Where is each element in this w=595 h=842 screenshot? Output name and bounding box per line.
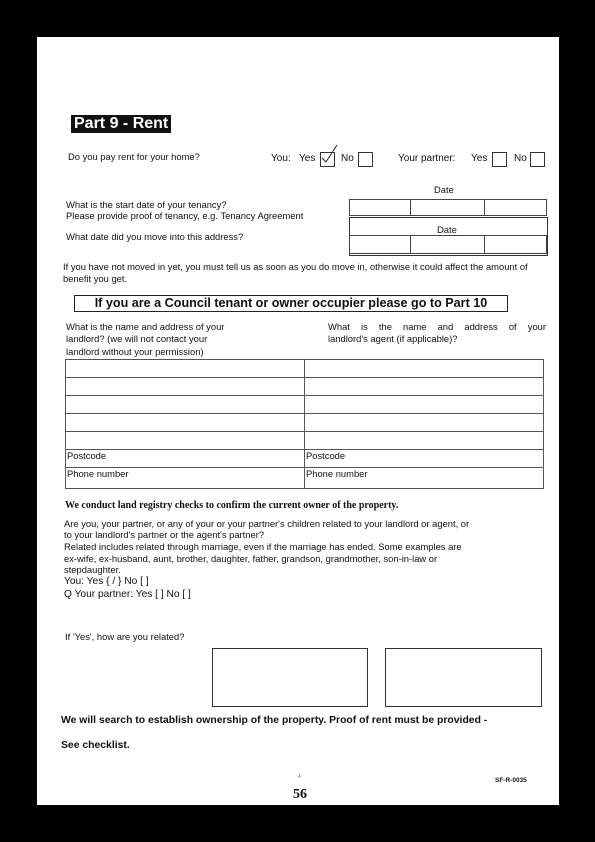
agent-line-1[interactable] [305, 360, 544, 378]
related-you-answer[interactable]: You: Yes { / } No [ ] [64, 576, 149, 587]
tenancy-proof-note: Please provide proof of tenancy, e.g. Tenancy Agreement [66, 210, 304, 221]
table-row [66, 414, 544, 432]
landlord-line-2[interactable] [66, 378, 305, 396]
start-date-boxes[interactable] [349, 199, 547, 216]
table-row [66, 432, 544, 450]
landlord-question-line3: landlord without your permission) [66, 346, 204, 357]
page-number: 56 [293, 787, 307, 802]
form-page [37, 37, 559, 805]
pay-rent-question: Do you pay rent for your home? [68, 151, 200, 162]
not-moved-note: If you have not moved in yet, you must tell us as soon as you do move in, otherwise it could affect the amount of benefit you get. [63, 261, 528, 284]
landlord-line-4[interactable] [66, 414, 305, 432]
how-related-you-box[interactable] [212, 648, 368, 707]
related-examples-line3: stepdaughter. [64, 564, 121, 575]
see-checklist-note: See checklist. [61, 740, 130, 751]
table-row [66, 360, 544, 378]
partner-no-checkbox[interactable] [530, 152, 545, 167]
landlord-question-line1: What is the name and address of your [66, 321, 225, 332]
agent-question-line2: landlord's agent (if applicable)? [328, 333, 458, 344]
partner-label: Your partner: [398, 153, 456, 164]
landlord-line-3[interactable] [66, 396, 305, 414]
related-examples-line2: ex-wife, ex-husband, aunt, brother, daughter, father, grandson, grandmother, son-in-law or [64, 553, 438, 564]
agent-phone[interactable]: Phone number [305, 468, 544, 489]
moved-date-boxes[interactable] [349, 235, 547, 254]
you-label: You: [271, 153, 291, 164]
date-label-start: Date [434, 184, 454, 195]
agent-line-5[interactable] [305, 432, 544, 450]
land-registry-note: We conduct land registry checks to confirm the current owner of the property. [65, 500, 399, 511]
landlord-line-5[interactable] [66, 432, 305, 450]
tenancy-start-question: What is the start date of your tenancy? [66, 199, 227, 210]
ownership-search-note: We will search to establish ownership of the property. Proof of rent must be provided - [61, 715, 488, 726]
partner-yes-label: Yes [471, 153, 488, 164]
related-question-line2: to your landlord's partner or the agent's partner? [64, 529, 265, 540]
related-examples-line1: Related includes related through marriage, even if the marriage has ended. Some examples are [64, 541, 462, 552]
table-row [66, 396, 544, 414]
section-title: Part 9 - Rent [71, 115, 171, 133]
partner-no-label: No [514, 153, 527, 164]
table-row [66, 378, 544, 396]
table-row [66, 468, 544, 489]
partner-yes-checkbox[interactable] [492, 152, 507, 167]
council-tenant-banner: If you are a Council tenant or owner occupier please go to Part 10 [74, 295, 508, 312]
agent-line-4[interactable] [305, 414, 544, 432]
landlord-agent-table [65, 359, 544, 489]
agent-question-line1: What is the name and address of your [328, 321, 546, 332]
landlord-question-line2: landlord? (we will not contact your [66, 333, 208, 344]
agent-line-3[interactable] [305, 396, 544, 414]
landlord-phone[interactable]: Phone number [66, 468, 305, 489]
agent-postcode[interactable]: Postcode [305, 450, 544, 468]
you-yes-label: Yes [299, 153, 316, 164]
agent-line-2[interactable] [305, 378, 544, 396]
related-question-line1: Are you, your partner, or any of your or your partner's children related to your landlord or agent, or [64, 518, 470, 529]
you-no-label: No [341, 153, 354, 164]
you-no-checkbox[interactable] [358, 152, 373, 167]
tick-mark-icon [319, 142, 339, 166]
related-partner-answer[interactable]: Q Your partner: Yes [ ] No [ ] [64, 589, 191, 600]
landlord-postcode[interactable]: Postcode [66, 450, 305, 468]
table-row [66, 450, 544, 468]
form-code: SF-R-0035 [495, 777, 527, 784]
moved-in-question: What date did you move into this address? [66, 231, 244, 242]
landlord-line-1[interactable] [66, 360, 305, 378]
date-label-moved: Date [437, 224, 457, 235]
footer-mark: ·/· [297, 774, 302, 780]
how-related-partner-box[interactable] [385, 648, 542, 707]
how-related-question: If 'Yes', how are you related? [65, 631, 185, 642]
